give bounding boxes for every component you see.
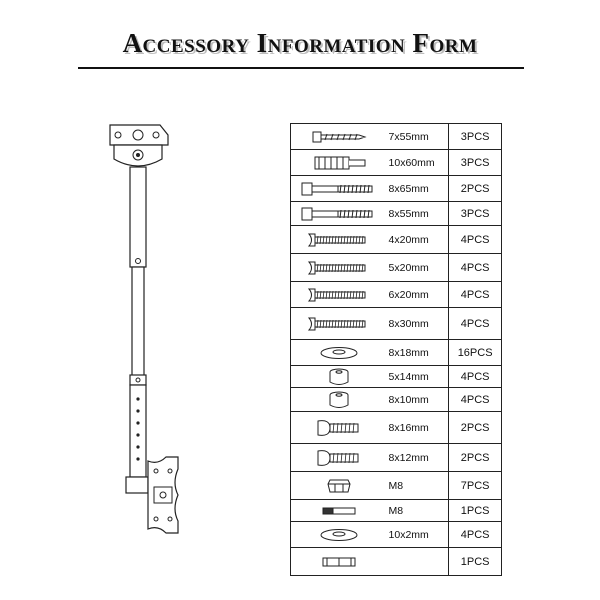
table-row (291, 202, 501, 226)
accessory-size: 5x14mm (388, 370, 429, 383)
accessory-quantity: 16PCS (448, 340, 501, 365)
spacer-icon (291, 388, 387, 411)
accessory-quantity: 4PCS (448, 308, 501, 339)
accessory-quantity: 4PCS (448, 522, 501, 547)
accessory-size: 8x18mm (388, 346, 429, 359)
washer-icon (291, 340, 387, 365)
accessory-size: 7x55mm (388, 130, 429, 143)
lag-bolt-icon (291, 202, 387, 225)
table-row (291, 472, 501, 500)
accessory-size: M8 (388, 504, 404, 517)
machine-screw-icon (291, 226, 387, 253)
accessory-quantity: 3PCS (448, 202, 501, 225)
spacer-icon (291, 366, 387, 387)
accessory-quantity: 1PCS (448, 548, 501, 575)
ceiling-mount-illustration (96, 115, 206, 535)
accessory-size: 8x55mm (388, 207, 429, 220)
table-row (291, 226, 501, 254)
accessory-quantity: 7PCS (448, 472, 501, 499)
accessory-size: 10x2mm (388, 528, 429, 541)
accessory-table (290, 123, 502, 576)
table-row (291, 340, 501, 366)
machine-screw-icon (291, 308, 387, 339)
table-row (291, 308, 501, 340)
accessory-quantity: 4PCS (448, 388, 501, 411)
anchor-icon (291, 150, 387, 175)
accessory-size: M8 (388, 479, 404, 492)
machine-screw-icon (291, 254, 387, 281)
table-row (291, 522, 501, 548)
accessory-quantity: 2PCS (448, 444, 501, 471)
machine-screw-icon (291, 282, 387, 307)
title-underline (78, 67, 524, 69)
accessory-quantity: 2PCS (448, 412, 501, 443)
accessory-size: 8x16mm (388, 421, 429, 434)
accessory-quantity: 4PCS (448, 226, 501, 253)
accessory-size: 8x12mm (388, 451, 429, 464)
table-row (291, 366, 501, 388)
accessory-quantity: 3PCS (448, 124, 501, 149)
accessory-quantity: 4PCS (448, 254, 501, 281)
accessory-quantity: 4PCS (448, 282, 501, 307)
page-title: Accessory Information Form (122, 28, 478, 58)
accessory-size: 4x20mm (388, 233, 429, 246)
table-row (291, 124, 501, 150)
carriage-bolt-icon (291, 412, 387, 443)
table-row (291, 444, 501, 472)
cap-icon (291, 548, 387, 575)
accessory-size: 5x20mm (388, 261, 429, 274)
table-row (291, 176, 501, 202)
accessory-size: 6x20mm (388, 288, 429, 301)
hex-nut-icon (291, 472, 387, 499)
accessory-size: 8x65mm (388, 182, 429, 195)
hex-key-icon (291, 500, 387, 521)
carriage-bolt-icon (291, 444, 387, 471)
wood-screw-icon (291, 124, 387, 149)
accessory-size: 8x10mm (388, 393, 429, 406)
accessory-quantity: 3PCS (448, 150, 501, 175)
table-row (291, 388, 501, 412)
table-row (291, 282, 501, 308)
lag-bolt-icon (291, 176, 387, 201)
accessory-quantity: 4PCS (448, 366, 501, 387)
accessory-quantity: 2PCS (448, 176, 501, 201)
accessory-size: 10x60mm (388, 156, 435, 169)
table-row (291, 150, 501, 176)
table-row (291, 254, 501, 282)
table-row (291, 548, 501, 576)
accessory-quantity: 1PCS (448, 500, 501, 521)
table-row (291, 412, 501, 444)
accessory-size: 8x30mm (388, 317, 429, 330)
table-row (291, 500, 501, 522)
washer-icon (291, 522, 387, 547)
